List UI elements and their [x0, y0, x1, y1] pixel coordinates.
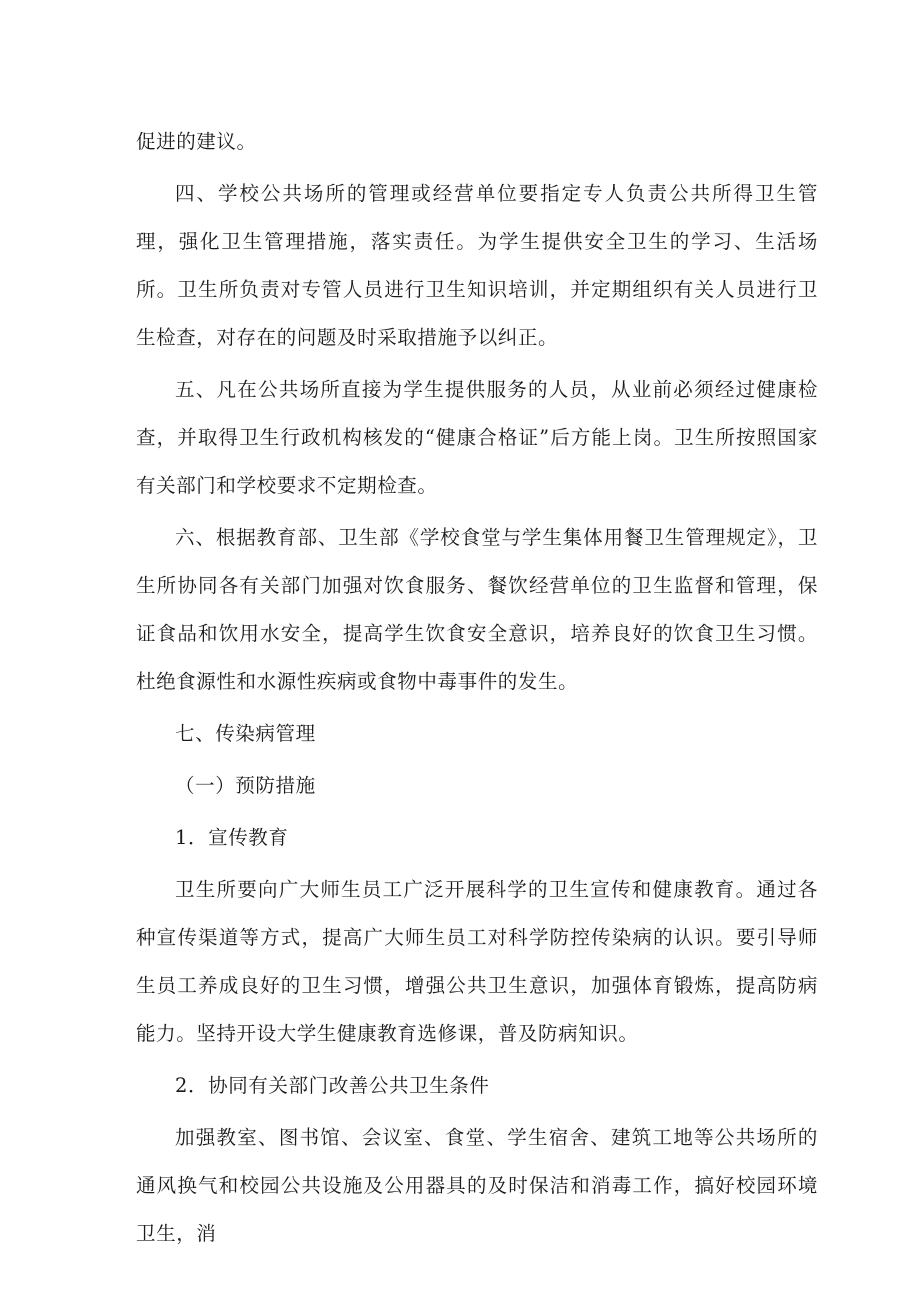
item-heading-education: 1．宣传教育: [175, 826, 289, 849]
paragraph-item-four: 四、学校公共场所的管理或经营单位要指定专人负责公共所得卫生管理，强化卫生管理措施，落实责任。为学生提供安全卫生的学习、生活场所。卫生所负责对专管人员进行卫生知识培训，并定期组织有关人员进行卫生检查，对存在的问题及时采取措施予以纠正。: [136, 182, 818, 349]
subsection-heading-prevention: （一）预防措施: [175, 774, 316, 797]
paragraph-item-five: 五、凡在公共场所直接为学生提供服务的人员，从业前必须经过健康检查，并取得卫生行政机构核发的“健康合格证”后方能上岗。卫生所按照国家有关部门和学校要求不定期检查。: [136, 378, 818, 497]
section-heading-seven: 七、传染病管理: [175, 722, 316, 745]
paragraph-public-health: 加强教室、图书馆、会议室、食堂、学生宿舍、建筑工地等公共场所的通风换气和校园公共设施及公用器具的及时保洁和消毒工作，搞好校园环境卫生，消: [136, 1126, 818, 1245]
paragraph-item-six: 六、根据教育部、卫生部《学校食堂与学生集体用餐卫生管理规定》，卫生所协同各有关部门加强对饮食服务、餐饮经营单位的卫生监督和管理，保证食品和饮用水安全，提高学生饮食安全意识，培养良好的饮食卫生习惯。杜绝食源性和水源性疾病或食物中毒事件的发生。: [136, 526, 818, 693]
paragraph-education: 卫生所要向广大师生员工广泛开展科学的卫生宣传和健康教育。通过各种宣传渠道等方式，提高广大师生员工对科学防控传染病的认识。要引导师生员工养成良好的卫生习惯，增强公共卫生意识，加强体育锻炼，提高防病能力。坚持开设大学生健康教育选修课，普及防病知识。: [136, 878, 818, 1045]
item-heading-public-health: 2．协同有关部门改善公共卫生条件: [175, 1074, 490, 1097]
paragraph-continuation: 促进的建议。: [136, 130, 257, 153]
document-page: [136, 118, 818, 1258]
